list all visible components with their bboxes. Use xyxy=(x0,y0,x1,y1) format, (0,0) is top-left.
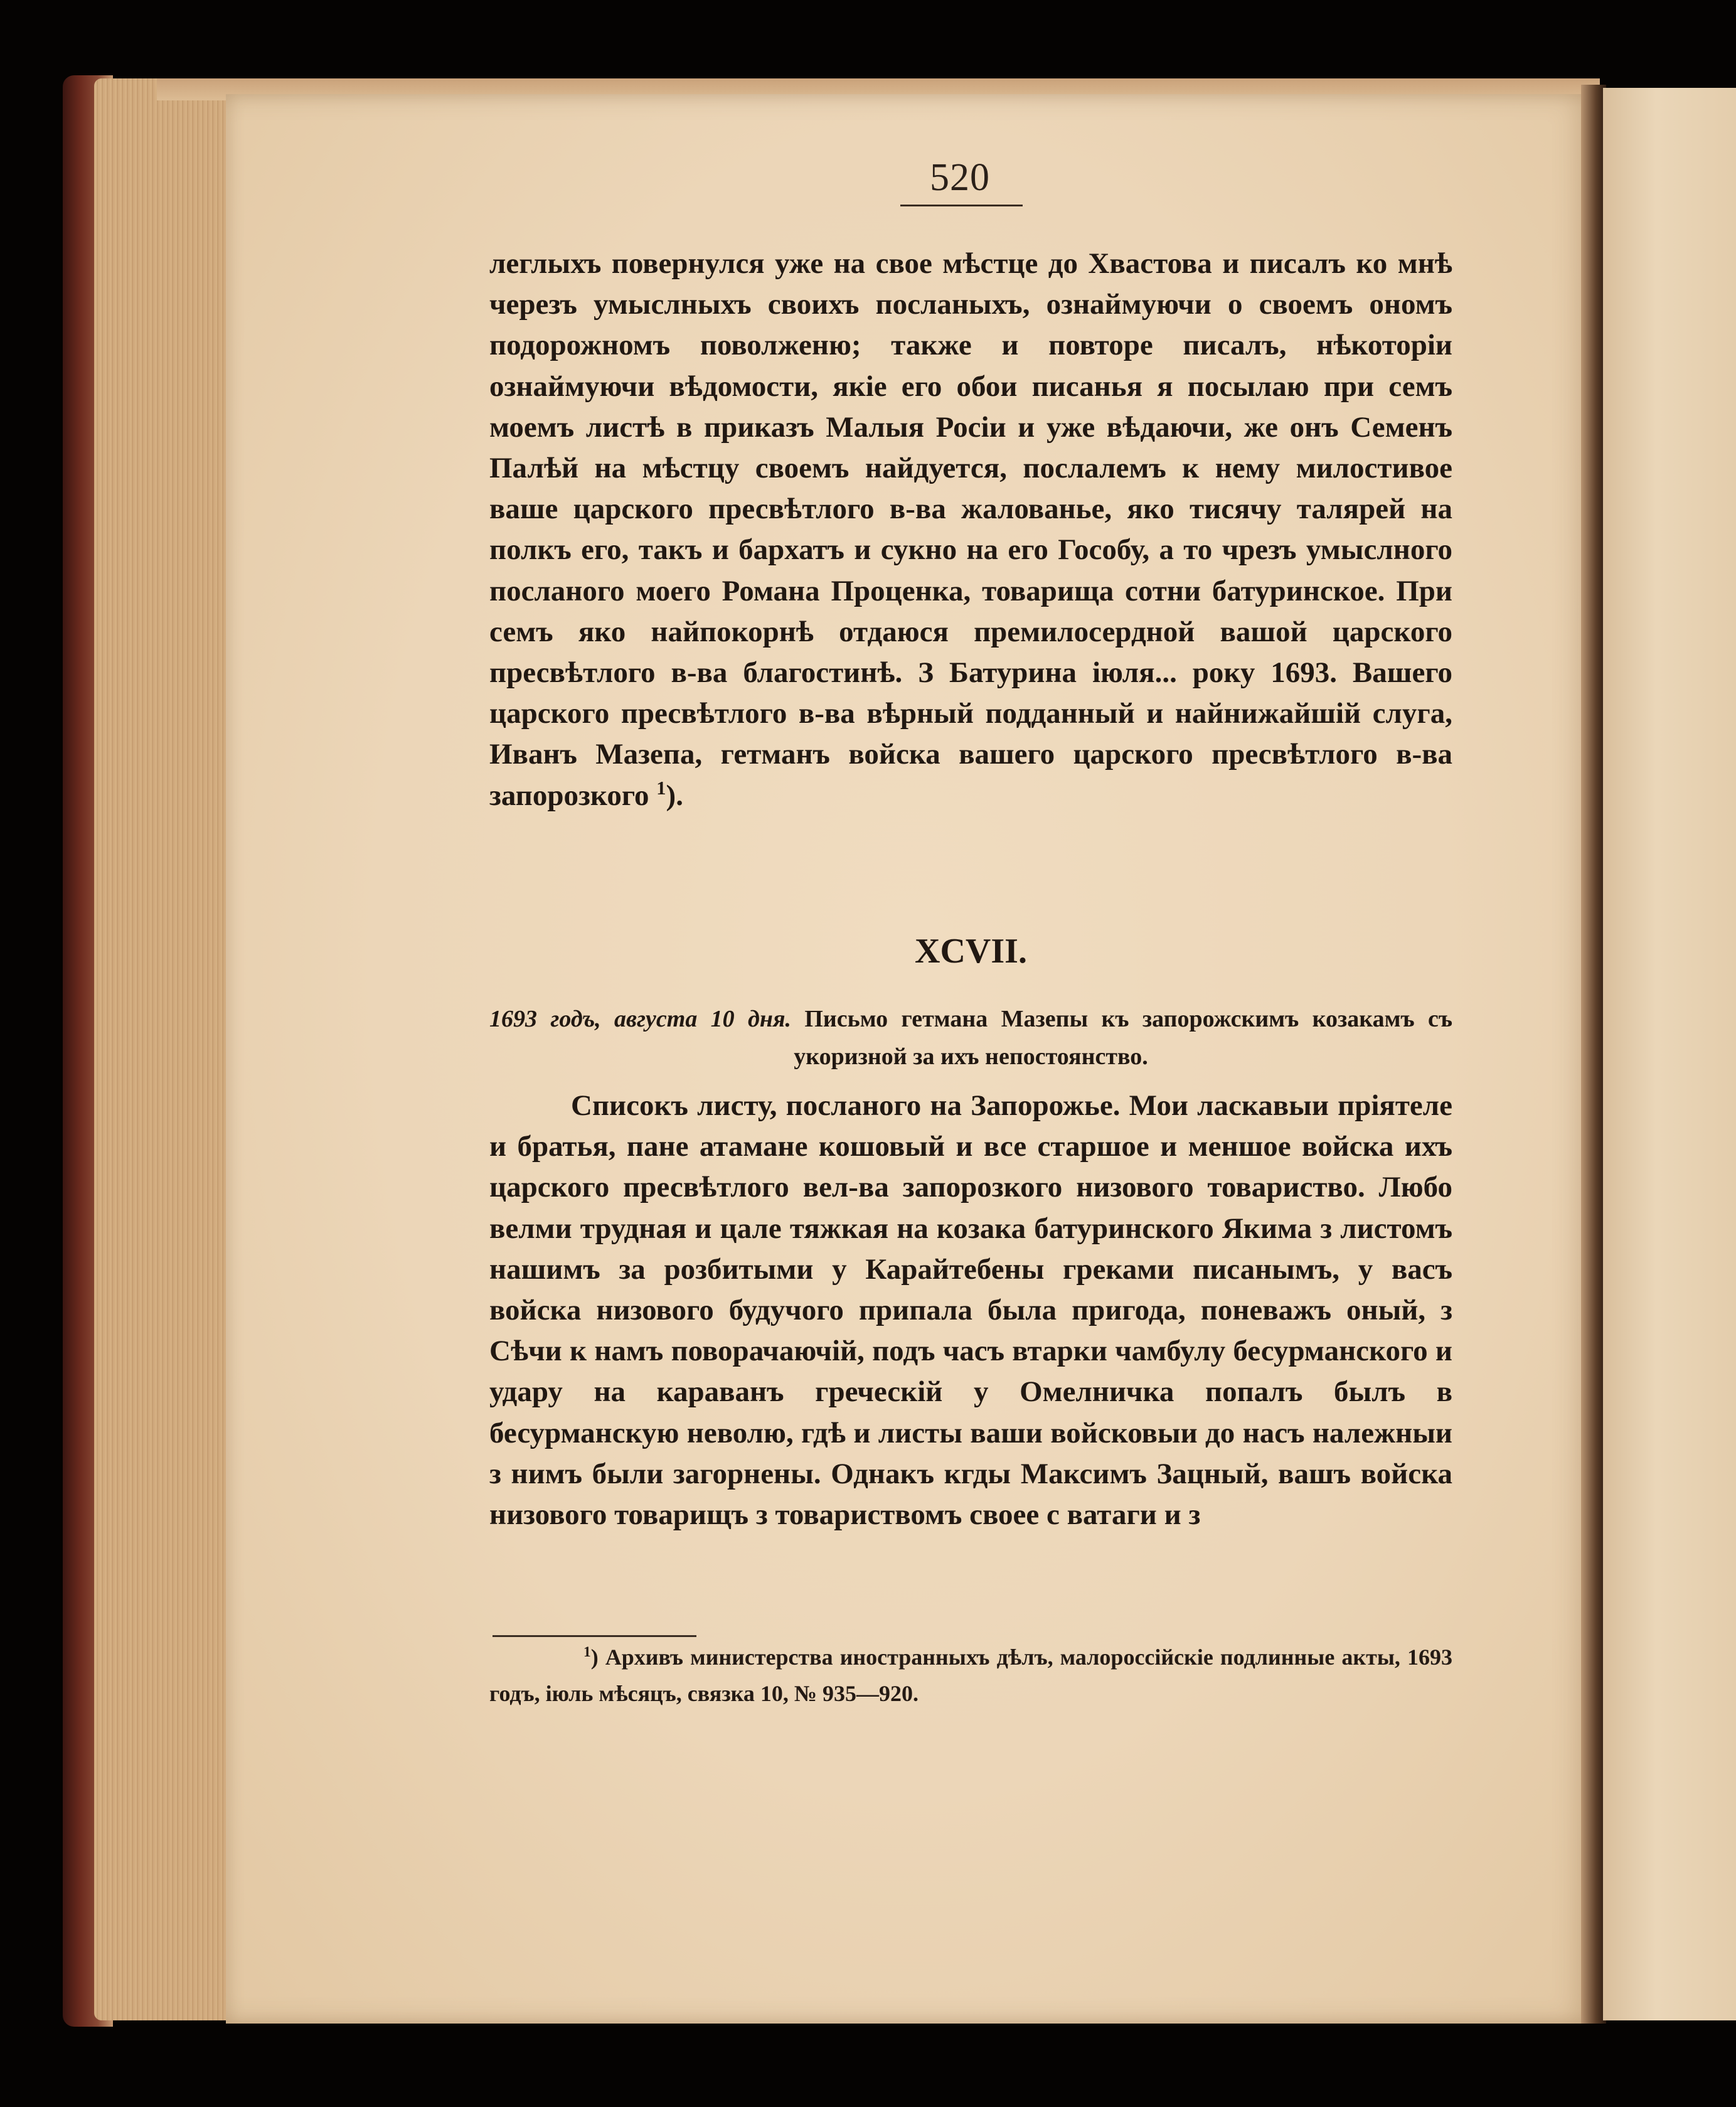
footnote-text: ) Архивъ министерства иностранныхъ дѣлъ, малороссійскіе подлинные акты, 1693 годъ, іюль мѣсяцъ, связка 10, № 935—920. xyxy=(489,1645,1452,1706)
letter-paragraph: Списокъ листу, посланого на Запорожье. Мои ласкавыи пріятеле и братья, пане атамане кошовый и все старшое и меншое войска ихъ царского пресвѣтлого вел-ва запорозкого низового товариство. Любо велми трудная и цале тяжкая на козака батуринского Якима з листомъ нашимъ за розбитыми у Карайтебены греками писанымъ, у васъ войска низового будучого припала была пригода, поневажъ оный, з Сѣчи к намъ поворачаючій, подъ часъ втарки чамбулу бесурманского и удару на караванъ греческій у Омелничка попалъ былъ в бесурманскую неволю, гдѣ и листы ваши войсковыи до насъ належныи з нимъ были загорнены. Однакъ кгды Максимъ Зацный, вашъ войска низового товарищъ з товариствомъ своее с ватаги и з xyxy=(489,1089,1452,1532)
page-number: 520 xyxy=(930,156,990,199)
section-heading: XCVII. xyxy=(915,932,1027,971)
footnote-rule xyxy=(493,1635,696,1637)
facing-page-edge xyxy=(1603,88,1736,2020)
footnote-reference: 1 xyxy=(656,777,666,799)
footnote-number: 1 xyxy=(583,1644,591,1661)
paragraph-1-text: леглыхъ повернулся уже на свое мѣстце до Хвастова и писалъ ко мнѣ черезъ умыслныхъ своихъ посланыхъ, ознаймуючи о своемъ ономъ подорожномъ поволженю; также и повторе писалъ, нѣкоторіи ознаймуючи вѣдомости, якіе его обои писанья я посылаю при семъ моемъ листѣ в приказъ Малыя Росіи и уже вѣдаючи, же онъ Семенъ Палѣй на мѣстцу своемъ найдуется, послалемъ к нему милостивое ваше царского пресвѣтлого в-ва жалованье, яко тисячу талярей на полкъ его, такъ и бархатъ и сукно на его Гособу, а то чрезъ умыслного посланого моего Романа Проценка, товарища сотни батуринское. При семъ яко найпокорнѣ отдаюся премилосердной вашой царского пресвѣтлого в-ва благостинѣ. З Батурина іюля... року 1693. Вашего царского пресвѣтлого в-ва вѣрный подданный и найнижайшій слуга, Иванъ Мазепа, гетманъ войска вашего царского пресвѣтлого в-ва запорозкого xyxy=(489,247,1452,812)
paragraph-1-end: ). xyxy=(666,779,683,812)
paragraph-continued xyxy=(489,243,1452,816)
footnote xyxy=(489,1639,1452,1712)
document-description: Письмо гетмана Мазепы къ запорожскимъ козакамъ съ укоризной за ихъ непостоянство. xyxy=(794,1006,1452,1070)
document-date: 1693 годъ, августа 10 дня. xyxy=(489,1006,792,1032)
page-number-rule xyxy=(900,205,1023,206)
book-gutter xyxy=(1581,85,1606,2024)
document-summary xyxy=(489,1000,1452,1075)
